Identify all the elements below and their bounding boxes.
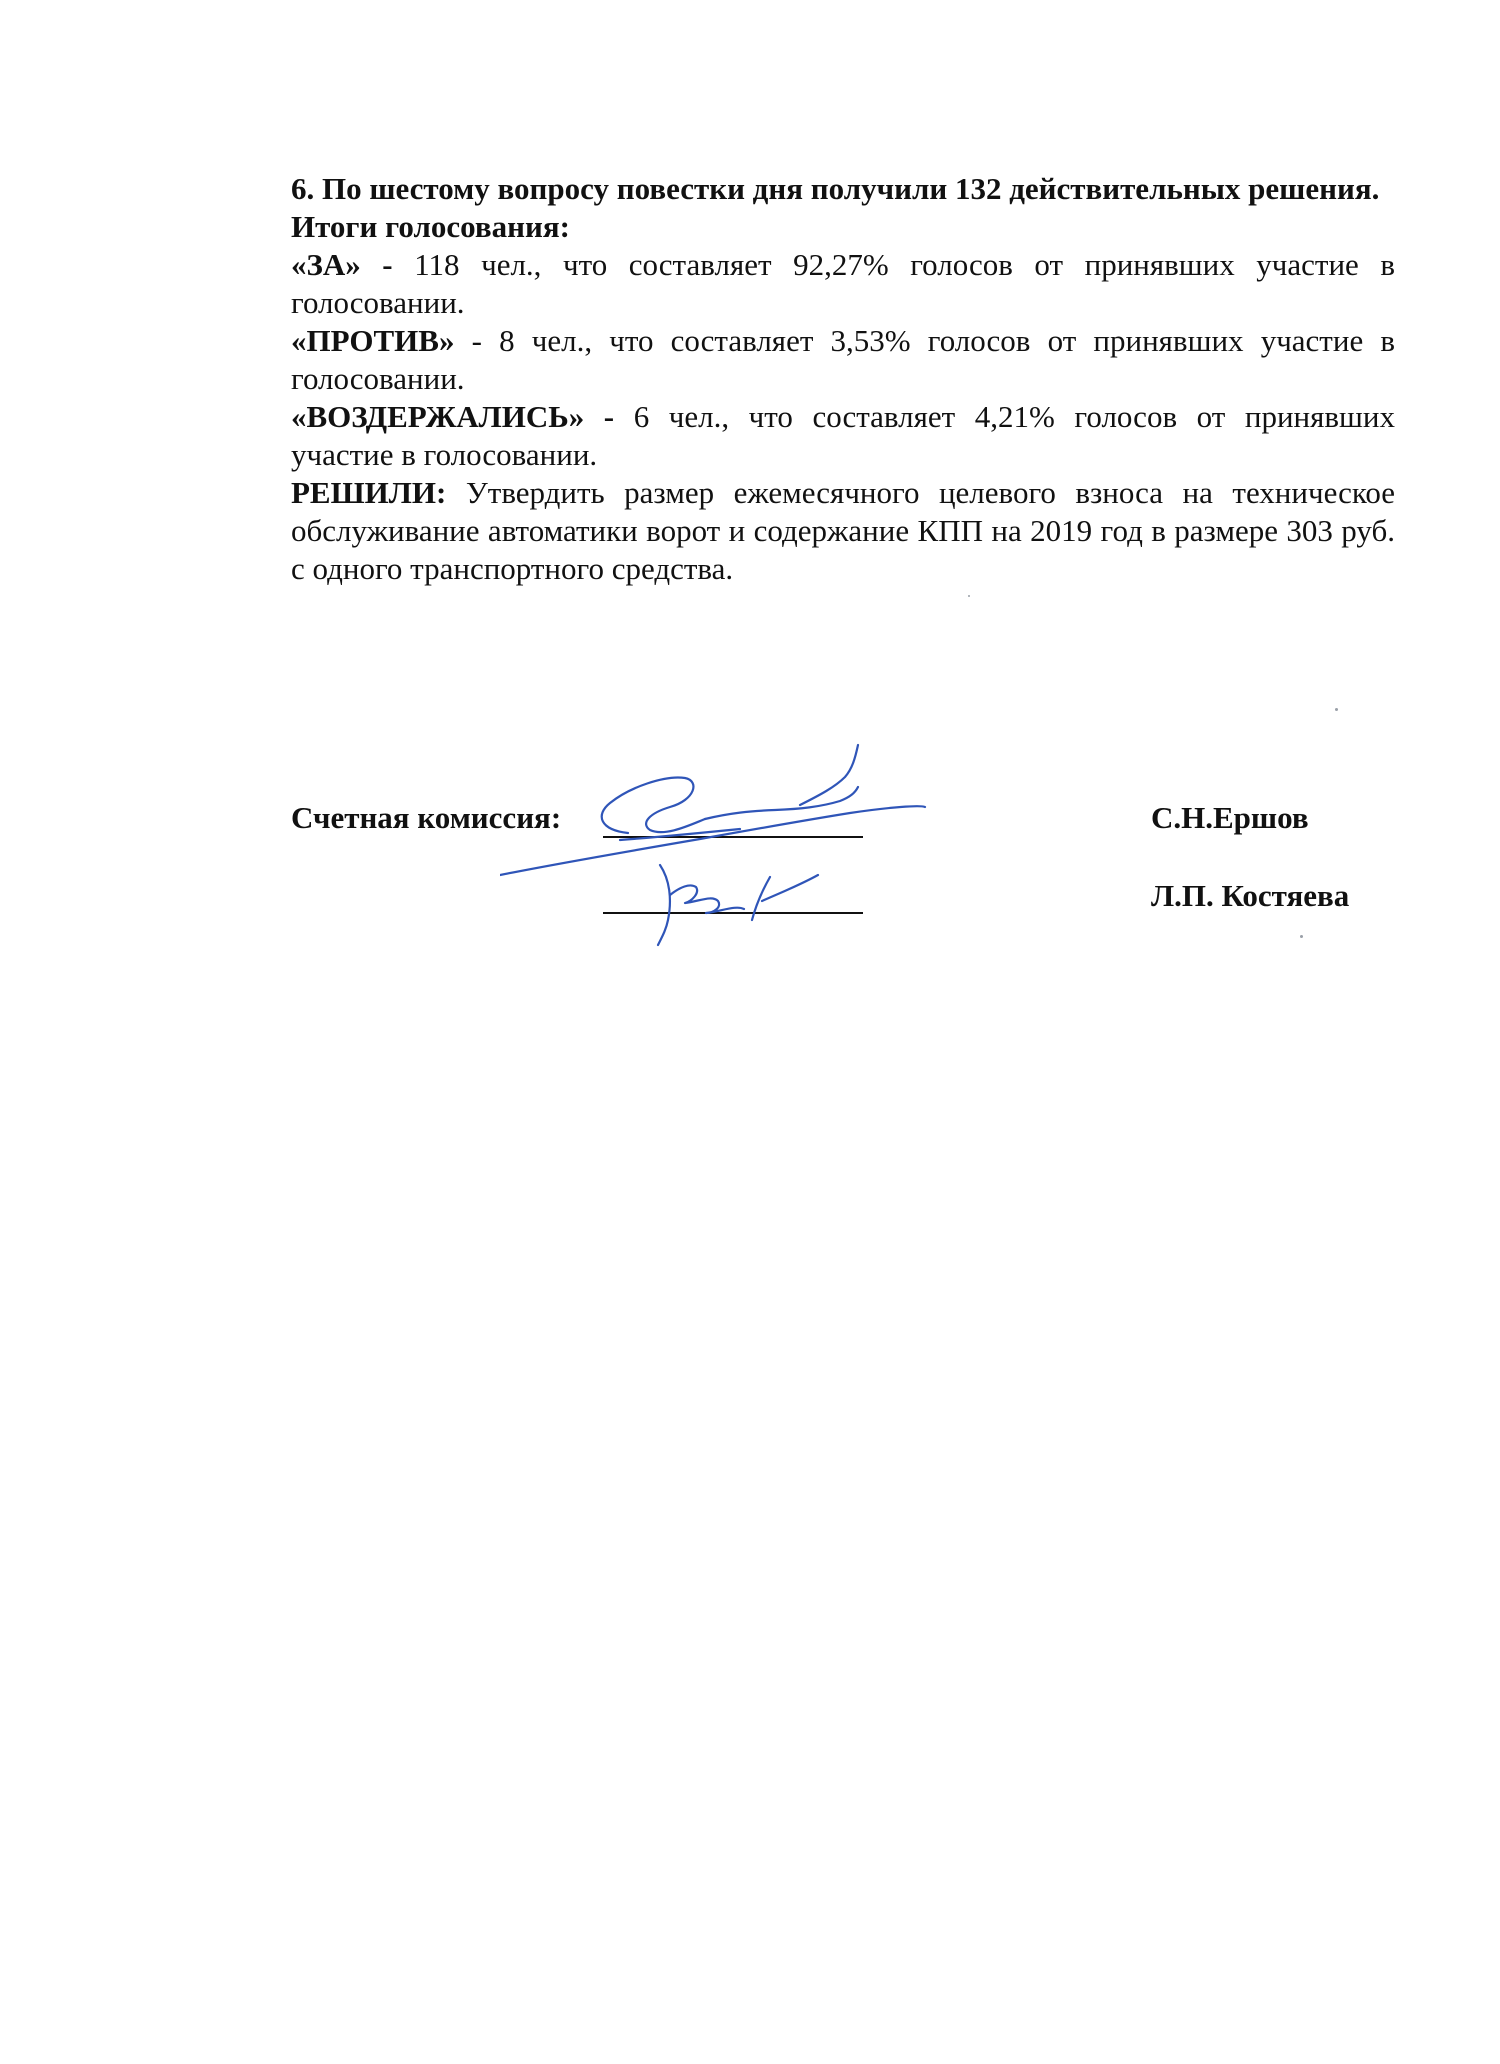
vote-for-label: «ЗА» - xyxy=(291,247,393,282)
vote-abstain-label: «ВОЗДЕРЖАЛИСЬ» - xyxy=(291,399,615,434)
protocol-text xyxy=(291,170,1395,588)
counting-commission-label: Счетная комиссия: xyxy=(291,800,562,835)
scan-speck xyxy=(1335,708,1338,711)
signature-2-end xyxy=(762,875,818,901)
signature-2-letters xyxy=(670,885,744,913)
signature-2-stroke xyxy=(658,865,670,945)
vote-abstain-text: 6 чел., что составляет 4,21% голосов от принявших участие в голосовании. xyxy=(291,399,1395,472)
scan-speck xyxy=(968,595,970,597)
signature-1-loop xyxy=(602,778,705,833)
question-heading-text: 6. По шестому вопросу повестки дня получили 132 действительных решения. xyxy=(291,171,1380,206)
handwritten-signatures xyxy=(500,715,1080,955)
vote-for xyxy=(291,246,1395,322)
signatory-name-1: С.Н.Ершов xyxy=(1151,800,1309,835)
decision-text: Утвердить размер ежемесячного целевого взноса на техническое обслуживание автоматики ворот и содержание КПП на 2019 год в размере 303 руб. с одного транспортного средства. xyxy=(291,475,1395,586)
signature-1-tail xyxy=(705,787,858,819)
question-heading xyxy=(291,170,1395,208)
signatory-name-2: Л.П. Костяева xyxy=(1151,878,1350,913)
scan-speck xyxy=(1300,935,1303,938)
decision xyxy=(291,474,1395,588)
vote-against xyxy=(291,322,1395,398)
vote-for-text: 118 чел., что составляет 92,27% голосов от принявших участие в голосовании. xyxy=(291,247,1396,320)
vote-against-text: - 8 чел., что составляет 3,53% голосов от принявших участие в голосовании. xyxy=(291,323,1395,396)
decision-label: РЕШИЛИ: xyxy=(291,475,447,510)
vote-against-label: «ПРОТИВ» xyxy=(291,323,455,358)
results-title xyxy=(291,208,1395,246)
vote-abstain xyxy=(291,398,1395,474)
results-title-text: Итоги голосования: xyxy=(291,209,570,244)
